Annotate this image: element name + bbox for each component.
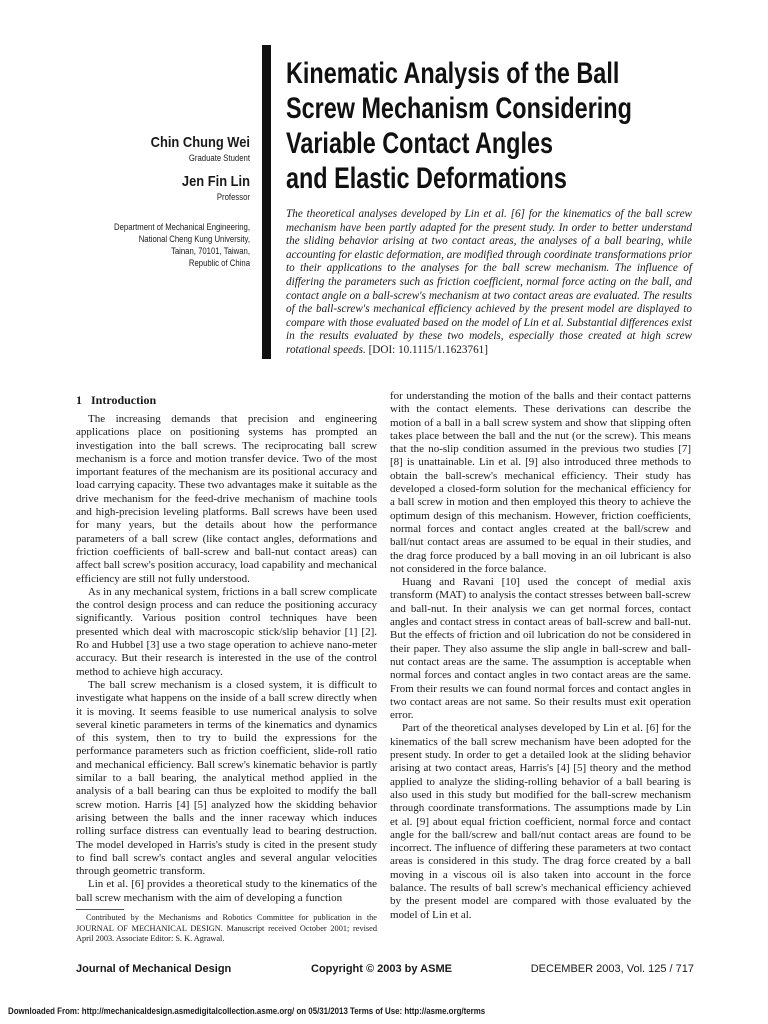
abstract — [286, 208, 692, 358]
affiliation — [87, 221, 250, 269]
affiliation-line: National Cheng Kung University, — [138, 234, 250, 244]
author-block — [60, 134, 250, 269]
title-line: and Elastic Deformations — [286, 162, 567, 195]
doi-link[interactable]: [DOI: 10.1115/1.1623761] — [368, 343, 488, 356]
body-paragraph: The increasing demands that precision and engineering applications place on positioning systems has prompted an investigation into the ball screws. The reciprocating ball screw mechanism is a force and motion transfer device. Two of the most important features of the mechanism are its positional accuracy and load carrying capacity. These two advantages make it suitable as the drive mechanism for the feed-drive mechanism of machine tools and high-precision leveling platforms. Ball screws have been used for many years, but the details about how the performance parameters of a ball screw (like contact angles, deformations and friction coefficients of ball-screw and ball-nut contact areas) can affect ball screw's position accuracy, load capability and mechanical efficiency are still not fully understood. — [76, 413, 377, 585]
author-role: Professor — [216, 192, 250, 202]
footer-issue: DECEMBER 2003, Vol. 125 / 717 — [530, 963, 694, 975]
paper-title — [286, 56, 746, 196]
body-paragraph: Part of the theoretical analyses developed by Lin et al. [6] for the kinematics of the ball screw mechanism have been adopted for the present study. In order to get a detailed look at the sliding behavior arising at two contact areas, Harris's [4] [5] theory and the method applied to analyze the sliding-rolling behavior of a ball bearing is also used in this study but modified for the ball-screw mechanism through coordinate transformations. The assumptions made by Lin et al. [9] about equal friction coefficient, normal force and contact angle for the ball/screw and ball/nut contact areas are found to be incorrect. The influence of differing these parameters at two contact areas is considered in this study. The drag force created by a ball moving in a viscous oil is also taken into account in the force balance. The results of ball screw's mechanical efficiency achieved by the present model are compared with those evaluated by the model of Lin et al. — [390, 722, 691, 921]
title-line: Variable Contact Angles — [286, 127, 554, 160]
abstract-text: The theoretical analyses developed by Lin et al. [6] for the kinematics of the ball screw mechanism have been partly adapted for the present study. In order to better understand the sliding behavior arising at two contact areas, the analyses of a ball bearing, while accounting for elastic deformation, are modified through coordinate transformations prior to their applications to the analyses for the ball screw mechanism. The influence of differing the parameters such as friction coefficient, normal force acting on the ball, and contact angle on a ball-screw's mechanism at two contact areas are evaluated. The results of the ball-screw's mechanical efficiency achieved by the present model are displayed to compare with those evaluated based on the model of Lin et al. Substantial differences exist in the results evaluated by these two models, especially those created at high screw rotational speeds. — [286, 208, 692, 356]
download-banner: Downloaded From: http://mechanicaldesign.asmedigitalcollection.asme.org/ on 05/31/2013 Terms of Use: http://asme.org/terms — [8, 1006, 486, 1016]
footer-copyright: Copyright © 2003 by ASME — [311, 963, 452, 975]
title-line: Screw Mechanism Considering — [286, 92, 632, 125]
body-paragraph: The ball screw mechanism is a closed system, it is difficult to investigate what happens on the inside of a ball screw directly when it is moving. It seems feasible to use numerical analysis to solve several kinetic parameters in terms of the kinematics and dynamics of this system, then to try to build the expressions for the performance parameters such as friction coefficient, slide-roll ratio and mechanical efficiency. Ball screw's kinematic behavior is partly similar to a ball bearing, the analytical method applied in the analysis of a ball bearing can thus be exploited to modify the ball screw motion. Harris [4] [5] analyzed how the skidding behavior arising between the balls and the inner raceway which induces rolling surface distress can eventually lead to bearing destruction. The model developed in Harris's study is cited in the present study to find ball screw's contact angles and several angular velocities through geometric transform. — [76, 678, 377, 878]
title-line: Kinematic Analysis of the Ball — [286, 57, 620, 90]
affiliation-line: Department of Mechanical Engineering, — [114, 222, 250, 232]
right-column — [390, 390, 691, 922]
author-role: Graduate Student — [188, 153, 250, 163]
body-paragraph: for understanding the motion of the balls and their contact patterns with the contact elements. These derivations can describe the motion of a ball in a ball screw system and show that slipping often takes place between the ball and the nut (or the screw). This means that the no-slip condition assumed in the previous two studies [7] [8] is unattainable. Lin et al. [9] also introduced three methods to obtain the ball-screw's mechanical efficiency. Their study has developed a closed-form solution for the mechanical efficiency for a ball screw in motion and then employed this theory to achieve the optimum design of this mechanism. However, friction coefficients, normal forces and contact angles created at the ball/screw and ball/nut contact areas are assumed to be equal in their studies, and the drag force produced by a ball moving in an oil lubricant is also not considered in the force balance. — [390, 390, 691, 575]
affiliation-line: Tainan, 70101, Taiwan, — [170, 246, 250, 256]
body-paragraph: Lin et al. [6] provides a theoretical study to the kinematics of the ball screw mechanism with the aim of developing a function — [76, 878, 377, 904]
section-title: Introduction — [91, 393, 157, 407]
author-name: Jen Fin Lin — [181, 173, 250, 190]
body-paragraph: Huang and Ravani [10] used the concept of medial axis transform (MAT) to analysis the contact stresses between ball-screw and ball-nut. In their analysis we can get normal forces, contact angles and contact stress in contact areas of ball-screw and ball-nut. But the effects of friction and oil lubrication do not be considered in their paper. They also assume the slip angle in ball-screw and ball-nut contact areas are the same. The assumption is acceptable when normal forces and contact angles in two contact areas are the same. From their results we can found normal forces and contact angles in two contact areas are not same. So their results must exit operation error. — [390, 576, 691, 722]
footnote: Contributed by the Mechanisms and Robotics Committee for publication in the JOURNAL OF MECHANICAL DESIGN. Manuscript received October 2001; revised April 2003. Associate Editor: S. K. Agrawal. — [76, 913, 377, 943]
body-paragraph: As in any mechanical system, frictions in a ball screw complicate the control design process and can reduce the positioning accuracy significantly. Various position control techniques have been presented which deal with macroscopic stick/slip behavior [1] [2]. Ro and Hubbel [3] use a two stage operation to achieve nano-meter accuracy. But their research is interested in the use of the control method to achieve high accuracy. — [76, 585, 377, 678]
left-column — [76, 413, 377, 905]
footnote-rule — [76, 909, 124, 910]
affiliation-line: Republic of China — [188, 258, 250, 268]
author-name: Chin Chung Wei — [150, 134, 250, 151]
section-number: 1 — [76, 393, 82, 407]
title-rule — [262, 45, 271, 359]
footer-journal: Journal of Mechanical Design — [76, 963, 232, 975]
section-heading — [76, 393, 156, 408]
